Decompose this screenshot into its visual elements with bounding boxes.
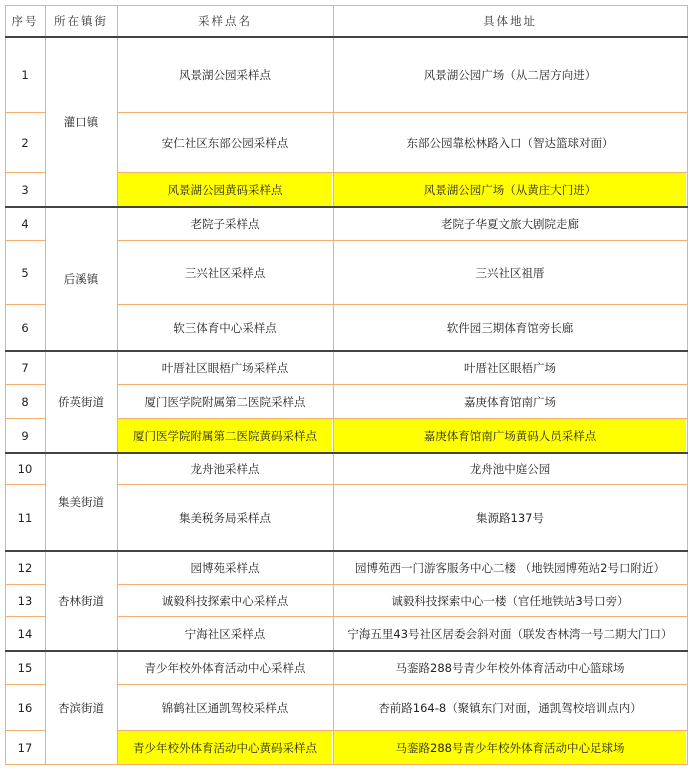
grid-line <box>117 484 688 485</box>
grid-line <box>5 304 45 305</box>
grid-line <box>5 764 688 765</box>
grid-line <box>5 550 688 552</box>
grid-line <box>5 112 45 113</box>
address-cell: 宁海五里43号社区居委会斜对面（联发杏林湾一号二期大门口） <box>347 626 673 641</box>
address-cell: 风景湖公园广场（从黄庄大门进） <box>334 173 686 206</box>
site-name-cell: 安仁社区东部公园采样点 <box>161 135 289 150</box>
header-site: 采样点名 <box>198 13 252 28</box>
seq-cell: 12 <box>17 560 33 575</box>
header-seq: 序号 <box>11 13 39 28</box>
address-cell: 老院子华夏文旅大剧院走廊 <box>441 216 579 231</box>
town-cell: 侨英街道 <box>58 394 104 409</box>
seq-cell: 8 <box>21 394 29 409</box>
grid-line <box>117 384 688 385</box>
address-cell: 嘉庚体育馆南广场黄码人员采样点 <box>334 419 686 452</box>
site-name-cell: 龙舟池采样点 <box>190 461 260 476</box>
header-address: 具体地址 <box>483 13 537 28</box>
town-cell: 集美街道 <box>58 494 104 509</box>
site-name-cell: 园博苑采样点 <box>190 560 260 575</box>
site-name-cell: 老院子采样点 <box>190 216 260 231</box>
grid-line <box>117 172 688 173</box>
address-cell: 嘉庚体育馆南广场 <box>464 394 556 409</box>
seq-cell: 14 <box>17 626 33 641</box>
seq-cell: 7 <box>21 360 29 375</box>
grid-line <box>117 584 688 585</box>
site-name-cell: 集美税务局采样点 <box>179 510 271 525</box>
seq-cell: 13 <box>17 593 33 608</box>
seq-cell: 5 <box>21 265 29 280</box>
site-name-cell: 软三体育中心采样点 <box>173 320 277 335</box>
grid-line <box>5 418 45 419</box>
grid-line <box>5 730 45 731</box>
grid-line <box>117 684 688 685</box>
seq-cell: 15 <box>17 660 33 675</box>
site-name-cell: 青少年校外体育活动中心采样点 <box>144 660 306 675</box>
address-cell: 龙舟池中庭公园 <box>469 461 551 476</box>
seq-cell: 16 <box>17 700 33 715</box>
site-name-cell: 风景湖公园采样点 <box>179 67 271 82</box>
seq-cell: 10 <box>17 461 33 476</box>
seq-cell: 1 <box>21 67 29 82</box>
grid-line <box>5 36 688 38</box>
grid-line <box>117 730 688 731</box>
address-cell: 风景湖公园广场（从二居方向进） <box>423 67 597 82</box>
grid-line <box>5 350 688 352</box>
grid-line <box>5 584 45 585</box>
address-cell: 叶厝社区眼梧广场 <box>464 360 556 375</box>
seq-cell: 11 <box>17 510 33 525</box>
grid-line <box>5 452 688 454</box>
site-name-cell: 宁海社区采样点 <box>184 626 266 641</box>
site-name-cell: 厦门医学院附属第二医院采样点 <box>144 394 306 409</box>
seq-cell: 2 <box>21 135 29 150</box>
seq-cell: 4 <box>21 216 29 231</box>
grid-line <box>5 172 45 173</box>
grid-line <box>5 650 688 652</box>
site-name-cell: 青少年校外体育活动中心黄码采样点 <box>118 731 332 764</box>
grid-line <box>5 384 45 385</box>
address-cell: 园博苑西一门游客服务中心二楼 （地铁园博苑站2号口附近） <box>355 560 665 575</box>
site-name-cell: 诚毅科技探索中心采样点 <box>161 593 289 608</box>
town-cell: 杏林街道 <box>58 593 104 608</box>
town-cell: 后溪镇 <box>63 271 99 286</box>
grid-line <box>117 112 688 113</box>
seq-cell: 6 <box>21 320 29 335</box>
address-cell: 诚毅科技探索中心一楼（官任地铁站3号口旁） <box>391 593 629 608</box>
seq-cell: 17 <box>17 740 33 755</box>
address-cell: 马銮路288号青少年校外体育活动中心足球场 <box>334 731 686 764</box>
grid-line <box>5 240 45 241</box>
site-name-cell: 三兴社区采样点 <box>184 265 266 280</box>
town-cell: 灌口镇 <box>63 114 99 129</box>
address-cell: 三兴社区祖厝 <box>475 265 545 280</box>
grid-line <box>5 206 688 208</box>
site-name-cell: 锦鹤社区通凯驾校采样点 <box>161 700 289 715</box>
grid-line <box>117 304 688 305</box>
town-cell: 杏滨街道 <box>58 700 104 715</box>
seq-cell: 9 <box>21 428 29 443</box>
address-cell: 软件园三期体育馆旁长廊 <box>446 320 574 335</box>
header-town: 所在镇街 <box>54 13 108 28</box>
grid-line <box>5 484 45 485</box>
address-cell: 马銮路288号青少年校外体育活动中心篮球场 <box>395 660 625 675</box>
address-cell: 杏前路164-8（聚镇东门对面，通凯驾校培训点内） <box>378 700 642 715</box>
grid-line <box>5 5 688 6</box>
grid-line <box>5 684 45 685</box>
site-name-cell: 叶厝社区眼梧广场采样点 <box>161 360 289 375</box>
grid-line <box>5 616 45 617</box>
grid-line <box>117 240 688 241</box>
grid-line <box>117 418 688 419</box>
address-cell: 集源路137号 <box>476 510 544 525</box>
site-name-cell: 厦门医学院附属第二医院黄码采样点 <box>118 419 332 452</box>
seq-cell: 3 <box>21 182 29 197</box>
site-name-cell: 风景湖公园黄码采样点 <box>118 173 332 206</box>
address-cell: 东部公园靠松林路入口（智达篮球对面） <box>406 135 614 150</box>
grid-line <box>117 616 688 617</box>
